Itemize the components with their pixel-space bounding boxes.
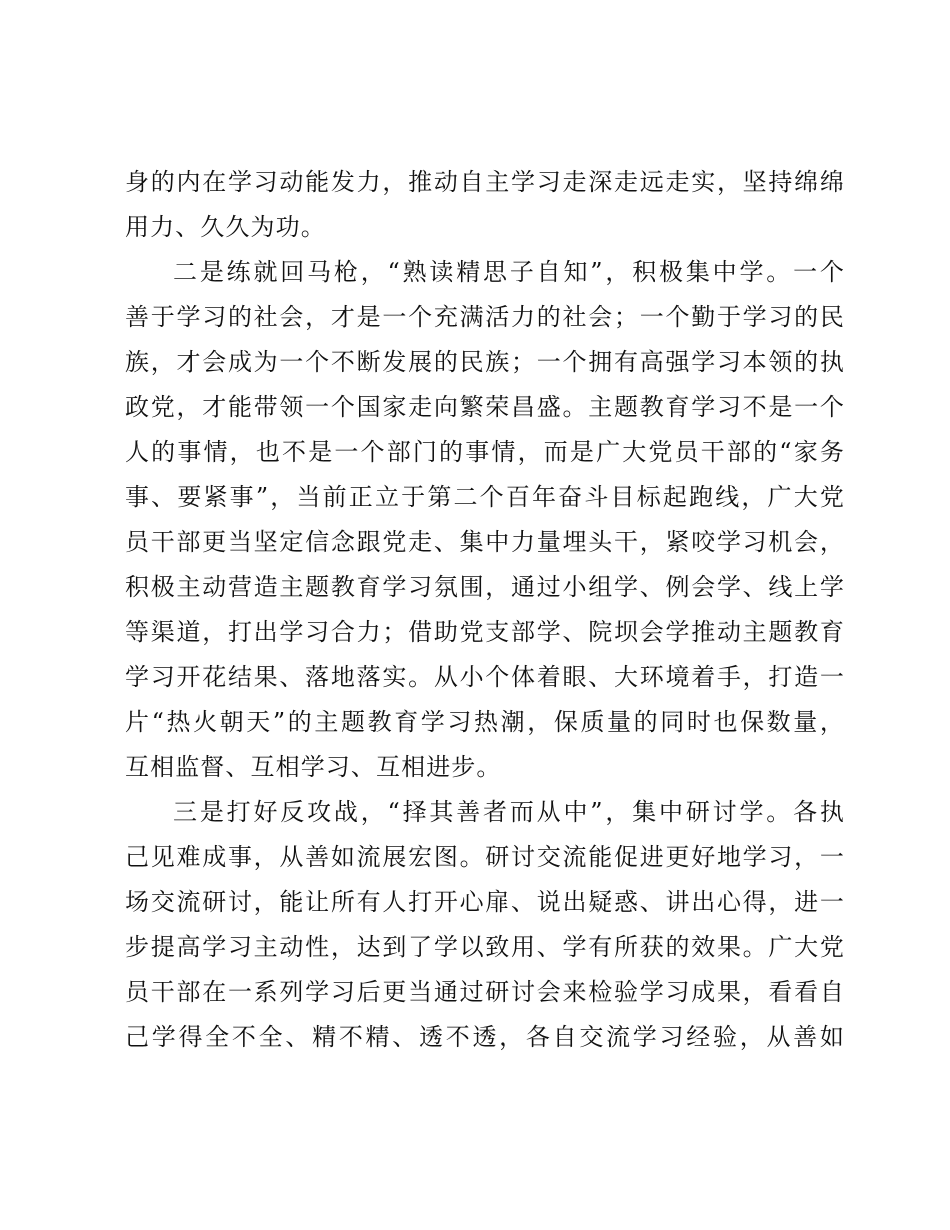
text-line: 学习开花结果、落地落实。从小个体着眼、大环境着手，打造一 — [125, 663, 845, 691]
text-line: 己见难成事，从善如流展宏图。研讨交流能促进更好地学习，一 — [125, 843, 845, 871]
text-line: 政党，才能带领一个国家走向繁荣昌盛。主题教育学习不是一个 — [125, 393, 845, 421]
text-line: 人的事情，也不是一个部门的事情，而是广大党员干部的“家务 — [125, 438, 845, 466]
text-line: 用力、久久为功。 — [125, 213, 326, 241]
text-line: 身的内在学习动能发力，推动自主学习走深走远走实，坚持绵绵 — [125, 168, 845, 196]
text-line: 场交流研讨，能让所有人打开心扉、说出疑惑、讲出心得，进一 — [125, 888, 845, 916]
text-line: 步提高学习主动性，达到了学以致用、学有所获的效果。广大党 — [125, 933, 845, 961]
text-line: 员干部在一系列学习后更当通过研讨会来检验学习成果，看看自 — [125, 978, 845, 1006]
text-line: 积极主动营造主题教育学习氛围，通过小组学、例会学、线上学 — [125, 573, 845, 601]
text-line: 片“热火朝天”的主题教育学习热潮，保质量的同时也保数量， — [125, 708, 845, 736]
text-line: 己学得全不全、精不精、透不透，各自交流学习经验，从善如 — [125, 1023, 845, 1051]
text-line: 等渠道，打出学习合力；借助党支部学、院坝会学推动主题教育 — [125, 618, 845, 646]
body-text — [125, 160, 845, 1060]
text-line: 互相监督、互相学习、互相进步。 — [125, 753, 502, 781]
text-line: 善于学习的社会，才是一个充满活力的社会；一个勤于学习的民 — [125, 303, 845, 331]
paragraph-first-line: 二是练就回马枪，“熟读精思子自知”，积极集中学。一个 — [173, 258, 845, 286]
text-line: 员干部更当坚定信念跟党走、集中力量埋头干，紧咬学习机会， — [125, 528, 845, 556]
text-line: 事、要紧事”，当前正立于第二个百年奋斗目标起跑线，广大党 — [125, 483, 845, 511]
text-line: 族，才会成为一个不断发展的民族；一个拥有高强学习本领的执 — [125, 348, 845, 376]
paragraph-first-line: 三是打好反攻战，“择其善者而从中”，集中研讨学。各执 — [173, 798, 845, 826]
